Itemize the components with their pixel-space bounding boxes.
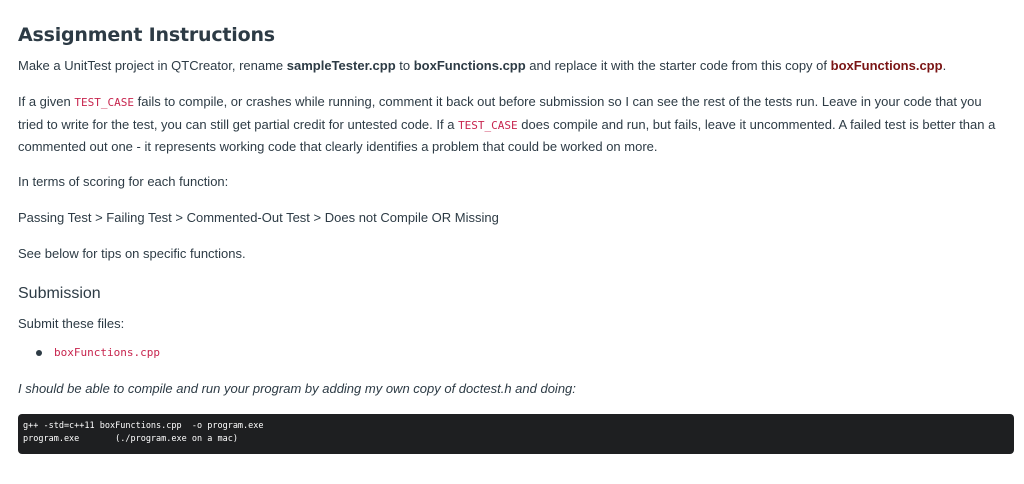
submit-files-label: Submit these files: <box>18 316 125 331</box>
list-item <box>36 344 160 362</box>
box-functions-filename: boxFunctions.cpp <box>413 58 526 73</box>
test-case-paragraph <box>18 91 1008 158</box>
intro-text-3: and replace it with the starter code from this copy of <box>525 58 831 73</box>
intro-text-4: . <box>942 58 947 73</box>
scoring-intro: In terms of scoring for each function: <box>18 174 229 189</box>
intro-paragraph <box>18 55 1008 77</box>
sample-tester-filename: sampleTester.cpp <box>286 58 396 73</box>
intro-text-2: to <box>395 58 414 73</box>
starter-code-link[interactable]: boxFunctions.cpp <box>830 58 943 73</box>
test-text-3: does compile and run, but fails, leave it uncommented. A failed test is better than a commented out one - it represents working code that clearly identifies a problem that could be worked on more. <box>18 116 996 154</box>
submit-file-list <box>18 344 160 362</box>
test-case-code-1: TEST_CASE <box>74 96 134 109</box>
scoring-order: Passing Test > Failing Test > Commented-Out Test > Does not Compile OR Missing <box>18 210 499 225</box>
tips-note: See below for tips on specific functions. <box>18 246 246 261</box>
page-title: Assignment Instructions <box>18 24 275 46</box>
test-text-1: If a given <box>18 94 75 109</box>
submit-file-name: boxFunctions.cpp <box>54 346 160 359</box>
intro-text-1: Make a UnitTest project in QTCreator, rename <box>18 58 287 73</box>
test-case-code-2: TEST_CASE <box>458 118 518 132</box>
compile-command-block: g++ -std=c++11 boxFunctions.cpp -o program.exe program.exe (./program.exe on a mac) <box>18 414 1014 454</box>
submission-heading: Submission <box>18 285 101 302</box>
compile-note: I should be able to compile and run your program by adding my own copy of doctest.h and doing: <box>18 381 576 396</box>
test-text-2: fails to compile, or crashes while running, comment it back out before submission so I can see the rest of the tests run. Leave in your code that you tried to write for the test, you can still get partial credit for untested code. If a <box>18 94 982 132</box>
